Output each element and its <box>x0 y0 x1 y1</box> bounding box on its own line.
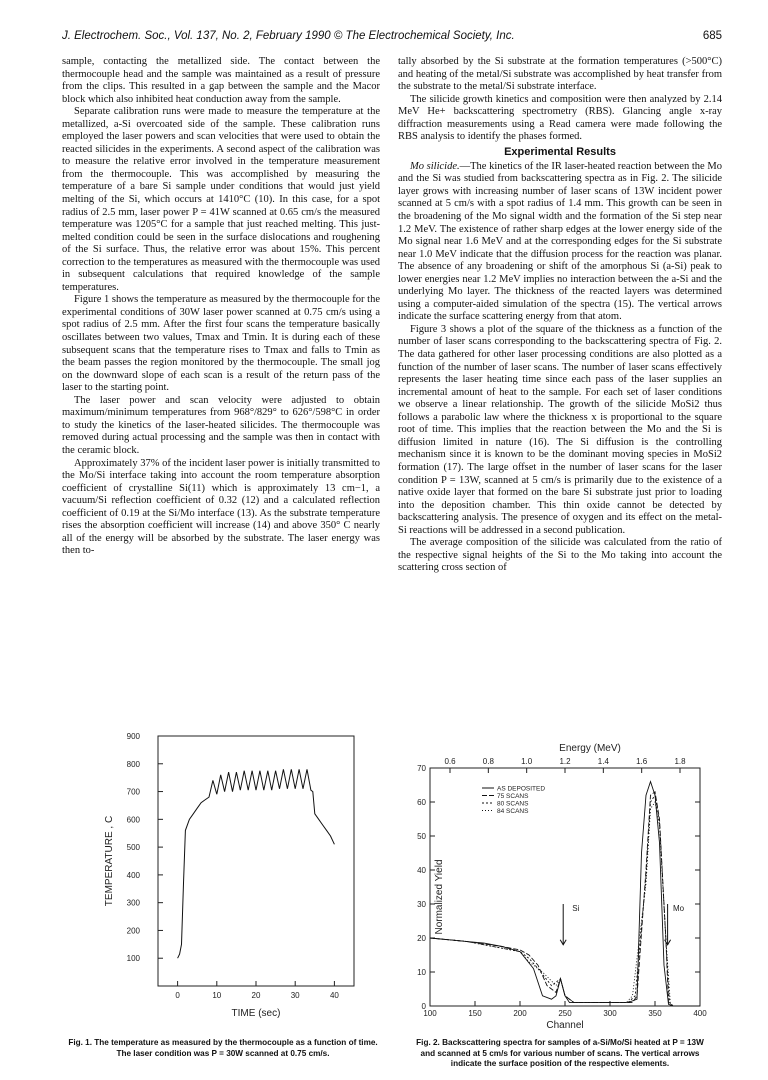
y-tick-label: 800 <box>126 759 140 769</box>
top-tick-label: 1.4 <box>597 757 609 766</box>
right-column <box>398 56 722 575</box>
left-column <box>62 56 380 558</box>
x-tick-label: 20 <box>251 991 261 1000</box>
y-tick-label: 30 <box>417 900 426 909</box>
y-axis-label: Normalized Yield <box>434 859 445 935</box>
paragraph: The average composition of the silicide was calculated from the ratio of the respective signal heights of the Si to the Mo taking into account the scattering cross section of <box>398 537 722 574</box>
y-tick-label: 60 <box>417 798 426 807</box>
y-tick-label: 10 <box>417 968 426 977</box>
temperature-time-chart <box>96 722 366 1028</box>
paragraph: Approximately 37% of the incident laser power is initially transmitted to the Mo/Si interface taking into account the room temperature absorption coefficient of crystalline Si(11) which is approximately 13 cm−1, a vacuum/Si reflection coefficient of 0.32 (12) and a calculated reflection coefficient of 0.19 at the Si/Mo interface (13). As the substrate temperature rises the absorption coefficient will increase (14) and above 350° C nearly all of the energy will be absorbed by the substrate. The laser energy was then to- <box>62 457 380 557</box>
figure-1-caption: Fig. 1. The temperature as measured by the thermocouple as a function of time. The laser condition was P = 30W scanned at 0.75 cm/s. <box>68 1038 378 1058</box>
plot-frame <box>158 736 354 986</box>
top-tick-label: 1.6 <box>636 757 648 766</box>
spectrum-series-line <box>430 782 700 1006</box>
legend-label: 75 SCANS <box>497 793 529 800</box>
temperature-series-line <box>178 769 335 958</box>
paragraph: Separate calibration runs were made to measure the temperature at the metallized, a-Si overcoated side of the sample. These calibration runs employed the laser powers and scan velocities that were used to obtain the reacted silicides in the experiments. A second aspect of the calibration was to measure the relative error involved in the temperature measurement from the thermocouple. This was accomplished by measuring the temperature of a bare Si sample under conditions that would just yield melting of the Si, which occurs at 1410°C (10). In this case, for a spot radius of 2.5 mm, laser power P = 41W scanned at 0.65 cm/s the measured temperature was 1205°C for a sample that just reached melting. This just-melted condition could be seen in the surface dislocations and roughening of the Si surface. Thus, the relative error was about 15%. This percent correction to the temperatures as measured with the thermocouple was used in subsequent calculations that required knowledge of the sample temperatures. <box>62 106 380 293</box>
paragraph: The laser power and scan velocity were adjusted to obtain maximum/minimum temperatures from 968°/829° to 626°/598°C in order to study the kinetics of the laser-heated silicides. The thermocouple was removed during actual processing and the sample was then in contact with the ceramic block. <box>62 394 380 456</box>
y-tick-label: 500 <box>126 843 140 853</box>
x-tick-label: 150 <box>468 1009 482 1018</box>
y-tick-label: 20 <box>417 934 426 943</box>
x-tick-label: 400 <box>693 1009 707 1018</box>
paragraph: Figure 3 shows a plot of the square of the thickness as a function of the number of laser scans corresponding to the backscattering spectra of Fig. 2. The data gathered for other laser processing conditions are also plotted as a function of the number of laser scans. The number of laser scans effectively represents the laser heating time since each pass of the laser supplies an incremental amount of heat to the sample. For each set of laser conditions we observe a linear relationship. The growth of the silicide MoSi2 thus follows a parabolic law where the thickness x is proportional to the square root of time. This implies that the reaction between the Mo and the Si is diffusion limited in nature (16). The Si diffusion is the controlling mechanism since it is known to be the dominant moving species in MoSi2 formation (17). The large offset in the number of laser scans for the laser condition P = 13W, scanned at 5 cm/s is primarily due to the existence of a native oxide layer that formed on the bare Si substrate just prior to loading into the deposition chamber. This thin oxide cannot be detected by backscattering analysis. The presence of oxygen and its effect on the metal-Si reactions will be addressed in a second publication. <box>398 323 722 536</box>
run-in-heading: Mo silicide. <box>410 160 460 172</box>
y-tick-label: 40 <box>417 866 426 875</box>
y-tick-label: 900 <box>126 732 140 741</box>
top-tick-label: 1.8 <box>674 757 686 766</box>
y-tick-label: 600 <box>126 815 140 825</box>
y-tick-label: 100 <box>126 954 140 964</box>
paragraph: The silicide growth kinetics and composition were then analyzed by 2.14 MeV He+ backscattering spectrometry (RBS). Glancing angle x-ray diffraction measurements using a Read camera were made following the RBS analysis to identify the phases formed. <box>398 93 722 143</box>
legend-label: 80 SCANS <box>497 800 529 808</box>
top-axis-label: Energy (MeV) <box>559 743 621 754</box>
si-annotation: Si <box>572 903 580 913</box>
mo-annotation: Mo <box>673 903 685 913</box>
page-header <box>62 30 722 44</box>
y-tick-label: 400 <box>126 870 140 880</box>
plot-frame <box>430 768 700 1006</box>
journal-citation: J. Electrochem. Soc., Vol. 137, No. 2, February 1990 © The Electrochemical Society, Inc. <box>62 30 515 42</box>
figure-2-caption: Fig. 2. Backscattering spectra for samples of a-Si/Mo/Si heated at P = 13W and scanned at 5 cm/s for various number of scans. The vertical arrows indicate the surface position of the respective elements. <box>416 1038 704 1068</box>
legend-label: 84 SCANS <box>497 808 529 815</box>
paragraph: sample, contacting the metallized side. The contact between the thermocouple head and the sample was maintained as a result of pressure from the clips. This resulted in a gap between the sample and the Macor block which also inhibited heat conduction away from the sample. <box>62 56 380 105</box>
spectrum-series-line <box>430 802 700 1006</box>
y-tick-label: 50 <box>417 832 426 841</box>
x-tick-label: 250 <box>558 1009 572 1018</box>
x-tick-label: 300 <box>603 1009 617 1018</box>
top-tick-label: 1.2 <box>559 757 571 766</box>
top-tick-label: 1.0 <box>521 757 533 766</box>
x-tick-label: 350 <box>648 1009 662 1018</box>
x-tick-label: 30 <box>290 991 300 1000</box>
figure-2 <box>398 738 722 1034</box>
x-tick-label: 0 <box>175 991 180 1000</box>
top-tick-label: 0.6 <box>444 757 456 766</box>
spectrum-series-line <box>430 795 700 1006</box>
y-axis-label: TEMPERATURE , C <box>104 815 115 907</box>
x-axis-label: TIME (sec) <box>231 1008 281 1019</box>
x-axis-label: Channel <box>546 1020 584 1031</box>
paragraph: tally absorbed by the Si substrate at the formation temperatures (>500°C) and heating of the metal/Si substrate was accomplished by heat transfer from the substrate to the metal/Si substrate interface. <box>398 56 722 93</box>
x-tick-label: 100 <box>423 1009 437 1018</box>
y-tick-label: 200 <box>126 926 140 936</box>
legend-label: AS DEPOSITED <box>497 785 546 793</box>
y-tick-label: 300 <box>126 898 140 908</box>
section-heading: Experimental Results <box>504 145 616 158</box>
backscattering-spectra-chart <box>398 738 722 1034</box>
x-tick-label: 40 <box>329 991 339 1000</box>
figure-1 <box>96 722 366 1028</box>
y-tick-label: 70 <box>417 764 426 773</box>
y-tick-label: 0 <box>421 1002 426 1011</box>
x-tick-label: 10 <box>212 991 222 1000</box>
page-number: 685 <box>702 30 722 42</box>
paragraph-body: —The kinetics of the IR laser-heated reaction between the Mo and the Si was studied from backscattering spectra as in Fig. 2. The silicide layer grows with increasing number of laser scans of 13W incident power scanned at 5 cm/s with a spot radius of 1.4 mm. This growth can be seen in the broadening of the Mo signal width and the formation of the Si step near 1.2 MeV. The existence of rather sharp edges at the lower energy side of the Mo signal near 1.6 MeV and at the corresponding edges for the Si substrate near 1.0 MeV indicate that the diffusion process for the reaction was planar. The absence of any broadening or shift of the amorphous Si (a-Si) peak to lower energies near 1.2 MeV implies no interaction between the a-Si and the underlying Mo layer. The thickness of the reacted layers was determined using a computer-aided simulation of the spectra (15). The vertical arrows indicate the surface scattering energy from that atom. <box>398 160 722 323</box>
x-tick-label: 200 <box>513 1009 527 1018</box>
paragraph <box>398 161 722 324</box>
y-tick-label: 700 <box>126 787 140 797</box>
paragraph: Figure 1 shows the temperature as measured by the thermocouple for the experimental conditions of 30W laser power scanned at 0.75 cm/s using a spot radius of 2.5 mm. After the first four scans the temperature basically oscillates between two values, Tmax and Tmin. It is during each of these subsequent scans that the temperature rises to Tmax and falls to Tmin as the beam passes the region monitored by the thermocouple. The small jog on the downward slope of each scan is a result of the return pass of the laser to the starting point. <box>62 294 380 394</box>
top-tick-label: 0.8 <box>482 757 494 766</box>
